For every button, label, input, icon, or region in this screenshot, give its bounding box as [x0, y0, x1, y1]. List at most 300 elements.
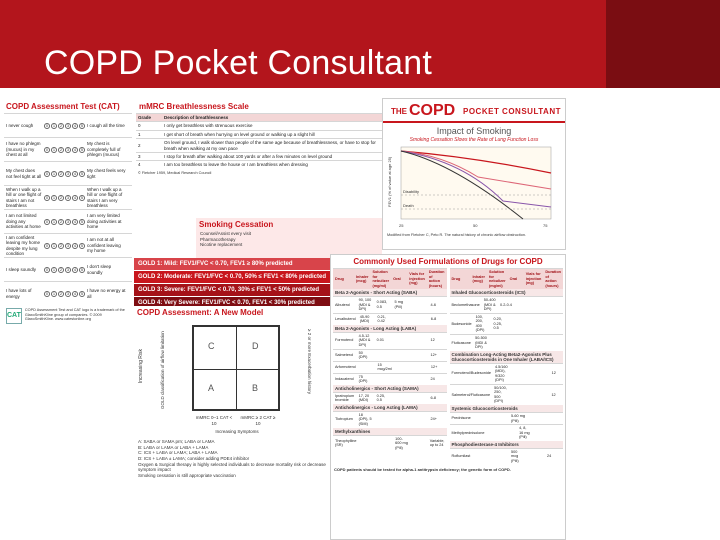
drug-cell: Salmeterol — [335, 352, 354, 357]
cat-row-right: I have no energy at all — [87, 288, 126, 299]
cover-pocket-consultant: POCKET CONSULTANT — [463, 107, 561, 116]
cat-row — [4, 137, 132, 161]
cover-subheading: Smoking Cessation Slows the Rate of Lung Function Loss — [409, 137, 539, 143]
cat-scale-circle: 3 — [65, 243, 71, 249]
drug-cell: Ipratropium bromide — [335, 393, 355, 403]
cat-row-left: When I walk up a hill or one flight of stairs I am not breathless — [6, 186, 42, 208]
cat-row-left: I never cough — [6, 122, 34, 128]
assessment-note: Smoking cessation is still appropriate vaccination — [138, 472, 236, 478]
cat-row-right: My chest feels very tight — [87, 168, 126, 179]
cat-scale-circle: 3 — [65, 195, 71, 201]
cat-scale-circle: 1 — [51, 123, 57, 129]
drug-row — [450, 384, 564, 405]
drug-cell — [536, 394, 550, 396]
cover-heading: Impact of Smoking — [436, 126, 512, 136]
drug-section-title: Methylxanthines — [333, 428, 447, 435]
gold-stage-row: GOLD 4: Very Severe: FEV1/FVC < 0.70, FEV1 < 30% predicted — [134, 297, 332, 310]
drug-cell — [509, 323, 527, 325]
cat-scale-circle: 0 — [44, 267, 50, 273]
cat-scale-circle: 4 — [72, 291, 78, 297]
drug-header-cell: Duration of action (hours) — [545, 270, 561, 288]
drug-cell — [393, 340, 411, 342]
drug-cell: 45-90 (MDI) — [359, 314, 370, 324]
gold-stage-row: GOLD 1: Mild: FEV1/FVC < 0.70, FEV1 ≥ 80% predicted — [134, 258, 332, 271]
drug-row — [450, 313, 564, 334]
cat-scale-circle: 5 — [79, 267, 85, 273]
cat-row-left: I am not limited doing any activities at home — [6, 213, 41, 230]
drug-cell: 4.5/160 (MDI), 9/320 (DPI) — [494, 364, 508, 383]
drug-header-cell: Drug — [451, 276, 461, 281]
drug-cell: 0.21, 0.42 — [377, 314, 386, 324]
banner-dark-band — [606, 0, 720, 88]
cat-row — [4, 233, 132, 257]
drug-cell — [411, 397, 429, 399]
drug-header-cell: Inhaler (mcg) — [356, 274, 369, 284]
cat-scale-circle: 0 — [44, 195, 50, 201]
cat-scale-circle: 3 — [65, 291, 71, 297]
cat-rows — [4, 113, 132, 305]
drug-cell — [393, 318, 411, 320]
cat-row-left: I have no phlegm (mucus) in my chest at all — [6, 141, 41, 158]
cat-scale — [44, 267, 85, 273]
gold-rows — [134, 258, 332, 310]
drug-cell: 0.083, 0.5 — [376, 300, 388, 309]
cat-row — [4, 257, 132, 281]
drug-cell: 4, 8, 16 mg (Pill) — [519, 426, 530, 440]
drug-cell: 50-500 (MDI & DPI) — [475, 336, 487, 350]
drug-cell: Methylprednisolone — [451, 430, 485, 435]
assessment-y-outer: Increasing Risk — [138, 349, 144, 384]
drug-section-title: Anticholinergics - Long Acting (LAMA) — [333, 404, 447, 411]
graph-tick-50: 50 — [473, 223, 478, 228]
quadrant-b: B — [252, 383, 259, 393]
drug-row — [333, 296, 447, 313]
drug-cell: Formoterol/Budesonide — [451, 371, 491, 376]
drug-cell: Formoterol — [335, 338, 354, 343]
cat-row-right: My chest is completely full of phlegm (mucus) — [87, 141, 121, 158]
drug-cell — [502, 432, 517, 434]
cat-scale-circle: 5 — [79, 171, 85, 177]
quadrant-d: D — [252, 341, 259, 351]
drugs-panel — [330, 254, 566, 540]
cat-scale-circle: 5 — [79, 291, 85, 297]
cat-scale-circle: 0 — [44, 147, 50, 153]
drug-cell — [410, 442, 427, 444]
mmrc-row — [136, 121, 382, 129]
drug-header-cell: Oral — [393, 276, 401, 281]
drug-cell: Arformoterol — [335, 364, 356, 369]
drug-cell — [527, 456, 545, 458]
drug-cell — [514, 304, 530, 306]
drug-cell: 24+ — [430, 417, 437, 422]
drug-cell: Beclomethasone — [451, 302, 480, 307]
drug-cell — [411, 340, 429, 342]
smoking-cessation-panel — [196, 218, 382, 258]
drug-cell: 5 mg (Pill) — [394, 300, 403, 309]
drug-cell: 17, 20 (MDI) — [358, 393, 370, 403]
quadrant-a: A — [208, 383, 215, 393]
drug-section-title: Systemic Glucocorticosteroids — [450, 405, 564, 412]
slide-title: COPD Pocket Consultant — [44, 44, 433, 82]
cat-row-left: I have lots of energy — [6, 288, 32, 299]
mmrc-col-desc: Description of breathlessness — [164, 115, 229, 120]
drug-cell — [527, 342, 545, 344]
cat-scale-circle: 4 — [72, 267, 78, 273]
mmrc-grade: 4 — [138, 162, 141, 168]
cat-row — [4, 185, 132, 209]
assessment-note: Oxygen & Surgical therapy in highly selected individuals to decrease mortality risk or decrease symptom impact — [138, 461, 326, 473]
drug-section-title: Beta 2-Agonists - Short Acting (SABA) — [333, 289, 447, 296]
cat-scale-circle: 4 — [72, 147, 78, 153]
cat-scale-circle: 2 — [58, 123, 64, 129]
mmrc-row — [136, 130, 382, 138]
cat-scale-circle: 2 — [58, 219, 64, 225]
cat-row — [4, 209, 132, 233]
mmrc-row — [136, 152, 382, 160]
drug-cell — [411, 354, 429, 356]
drug-header-cell: Solution for nebulizer (mg/ml) — [372, 270, 390, 288]
cat-scale — [44, 123, 85, 129]
assessment-title: COPD Assessment: A New Model — [137, 308, 264, 317]
cat-row-left: I am confident leaving my home despite my lung condition — [6, 234, 41, 256]
cat-scale-circle: 1 — [51, 291, 57, 297]
drug-cell: Salmeterol/Fluticasone — [451, 392, 491, 397]
cat-scale — [44, 171, 85, 177]
drug-header-cell: Solution for nebulizer (mg/ml) — [488, 270, 506, 288]
cat-scale — [44, 243, 85, 249]
cat-scale-circle: 2 — [58, 243, 64, 249]
gold-stage-row: GOLD 3: Severe: FEV1/FVC < 0.70, 30% ≤ FEV1 < 50% predicted — [134, 284, 332, 297]
drug-cell: Indacaterol — [335, 377, 354, 382]
assessment-note: B: LABA or LAMA or LABA + LAMA — [138, 444, 209, 450]
drug-section-title: Combination Long-Acting Beta2-Agonists Plus Glucocorticosteroids in One Inhaler (LABA/ICS) — [450, 351, 564, 363]
cat-row — [4, 161, 132, 185]
drug-cell: Prednisone — [451, 416, 471, 421]
gold-stage-row: GOLD 2: Moderate: FEV1/FVC < 0.70, 50% ≤ FEV1 < 80% predicted — [134, 271, 332, 284]
drug-cell — [548, 432, 563, 434]
drug-cell: Fluticasone — [451, 340, 471, 345]
mmrc-title: mMRC Breathlessness Scale — [139, 102, 249, 111]
drug-cell: 0.25, 0.5 — [376, 393, 386, 403]
cat-row-right: I don't sleep soundly — [87, 264, 112, 275]
cat-scale-circle: 4 — [72, 243, 78, 249]
assessment-x-axis: Increasing Symptoms — [215, 429, 259, 434]
book-cover-panel — [382, 98, 566, 250]
graph-y-label: FEV1 (% of value at age 25) — [387, 156, 392, 207]
cat-row-left: I sleep soundly — [6, 266, 37, 272]
cat-footer: COPD Assessment Test and CAT logo is a trademark of the GlaxoSmithKline group of companies. © 2009 GlaxoSmithKline. www.catestonline.org — [24, 308, 125, 322]
mmrc-grade: 2 — [138, 142, 141, 148]
cat-scale-circle: 1 — [51, 219, 57, 225]
cat-scale-circle: 0 — [44, 291, 50, 297]
drugs-header-left — [333, 268, 447, 289]
smoking-line-3: Nicotine replacement — [200, 242, 243, 248]
cat-row-right: I am very limited doing activities at home — [87, 213, 122, 230]
cat-scale-circle: 4 — [72, 171, 78, 177]
cat-scale — [44, 147, 85, 153]
drug-cell: 15 mcg/2ml — [377, 362, 392, 372]
drug-cell — [527, 323, 545, 325]
cat-scale-circle: 1 — [51, 171, 57, 177]
drug-cell — [531, 304, 547, 306]
drugs-left-column — [333, 268, 447, 464]
drug-cell — [375, 378, 393, 380]
cat-scale-circle: 1 — [51, 267, 57, 273]
smoking-line-1: Counsel/Assist every visit — [200, 231, 252, 236]
drug-row — [450, 296, 564, 313]
cat-logo: CAT — [6, 308, 22, 324]
drug-cell — [411, 304, 429, 306]
cover-header — [383, 99, 565, 123]
cat-scale-circle: 5 — [79, 123, 85, 129]
drug-cell: 12+ — [430, 364, 438, 369]
drugs-title: Commonly Used Formulations of Drugs for COPD — [353, 257, 543, 266]
drug-cell: 12+ — [430, 352, 437, 357]
drug-cell: 0.01 — [376, 338, 384, 343]
graph-annotation-death: Death — [403, 203, 414, 208]
drug-cell: Theophylline (SR) — [335, 438, 357, 448]
cat-row-right: I cough all the time — [87, 122, 125, 128]
drug-row — [333, 411, 447, 428]
drug-cell — [411, 318, 429, 320]
drug-header-cell: Duration of action (hours) — [428, 270, 445, 288]
drug-header-cell: Vials for injection (mg) — [409, 272, 425, 286]
drug-cell: 90, 100 (MDI & DPI) — [358, 298, 372, 312]
mmrc-row — [136, 138, 382, 152]
drug-cell — [393, 397, 411, 399]
drug-row — [450, 334, 564, 351]
cat-row-right: When I walk up a hill or one flight of stairs I am very breathless — [87, 186, 123, 208]
drug-cell: Roflumilast — [451, 454, 471, 459]
drug-cell — [545, 323, 563, 325]
cat-scale-circle: 4 — [72, 195, 78, 201]
mmrc-grade: 0 — [138, 123, 141, 129]
mmrc-row — [136, 160, 382, 168]
drug-row — [333, 361, 447, 373]
assessment-panel — [134, 306, 332, 540]
cat-scale-circle: 3 — [65, 147, 71, 153]
drug-row — [450, 448, 564, 465]
drug-sections-left — [333, 289, 447, 451]
drug-row — [333, 349, 447, 361]
drug-section-title: Beta 2-Agonists - Long Acting (LABA) — [333, 325, 447, 332]
cat-scale-circle: 5 — [79, 219, 85, 225]
drug-cell: 50 (DPI) — [358, 350, 368, 360]
mmrc-grade: 1 — [138, 131, 141, 137]
drug-row — [333, 392, 447, 404]
cat-scale-circle: 5 — [79, 195, 85, 201]
drug-cell — [393, 378, 411, 380]
drug-cell: Variable, up to 24 — [429, 438, 445, 448]
drug-cell — [473, 456, 491, 458]
drug-cell: Albuterol — [335, 302, 350, 307]
drug-cell — [411, 419, 429, 421]
mmrc-footer: © Fletcher 1959, Medical Research Council — [138, 170, 212, 175]
drug-section-title: Inhaled Glucocorticosteroids (ICS) — [450, 289, 564, 296]
mmrc-desc: I get short of breath when hurrying on level ground or walking up a slight hill — [164, 131, 315, 137]
drug-cell: 4.5-12 (MDI & DPI) — [358, 333, 371, 348]
cat-scale-circle: 4 — [72, 123, 78, 129]
cat-scale-circle: 1 — [51, 147, 57, 153]
drug-cell — [545, 418, 563, 420]
drug-cell — [522, 394, 536, 396]
mmrc-col-grade: Grade — [138, 115, 152, 120]
cat-scale-circle: 0 — [44, 243, 50, 249]
drug-header-cell: Inhaler (mcg) — [472, 274, 485, 284]
drug-cell — [509, 342, 527, 344]
drug-row — [333, 313, 447, 325]
drug-cell — [491, 418, 509, 420]
drug-cell: 50-400 (MDI & DPI) — [483, 298, 496, 312]
drug-cell — [486, 432, 501, 434]
pocket-card-collage — [0, 94, 568, 540]
drug-cell: 100, 200, 400 (DPI) — [475, 314, 485, 333]
cat-scale — [44, 195, 85, 201]
assessment-note: A: SABA or SAMA prn; LABA or LAMA — [138, 439, 215, 444]
drug-cell: 75 (DPI) — [358, 374, 368, 384]
drug-cell: 6-8 — [430, 396, 437, 401]
mmrc-grade: 3 — [138, 153, 141, 159]
drug-row — [333, 435, 447, 452]
drug-cell: 6-8 — [430, 317, 437, 322]
cat-scale-circle: 2 — [58, 171, 64, 177]
drugs-footer: COPD patients should be tested for alpha-1 antitrypsin deficiency; the genetic form of COPD. — [334, 467, 511, 473]
cat-scale-circle: 2 — [58, 267, 64, 273]
drug-cell: 24 — [547, 454, 552, 459]
cat-scale-circle: 5 — [79, 243, 85, 249]
drug-cell: 18 (DPI), 5 (SMI) — [358, 412, 372, 427]
assessment-y-right: ≥ 2 or more Exacerbation history — [307, 329, 312, 394]
drug-cell: 500 mcg (Pill) — [511, 449, 519, 463]
assessment-grid — [192, 325, 280, 411]
cat-scale-circle: 2 — [58, 195, 64, 201]
drug-row — [450, 363, 564, 384]
drug-cell — [411, 378, 429, 380]
drug-cell — [545, 342, 563, 344]
assessment-x-right: mMRC ≥ 2 CAT ≥ 10 — [240, 415, 276, 426]
drug-cell: Levalbuterol — [335, 317, 356, 322]
cat-scale-circle: 3 — [65, 267, 71, 273]
cat-scale — [44, 219, 85, 225]
cat-row — [4, 281, 132, 305]
drug-cell — [536, 373, 549, 375]
cat-scale-circle: 0 — [44, 123, 50, 129]
mmrc-panel — [136, 100, 382, 214]
drug-cell: 4-6 — [430, 302, 437, 307]
assessment-y-left: GOLD classification of airflow limitation — [160, 331, 165, 409]
drugs-header-right — [450, 268, 564, 289]
drug-cell: 0.20, 0.25, 0.5 — [493, 317, 502, 331]
graph-tick-75: 75 — [543, 223, 548, 228]
drug-cell: 12 — [430, 338, 435, 343]
drug-cell: Budesonide — [451, 321, 472, 326]
drug-cell — [393, 419, 411, 421]
cat-scale-circle: 2 — [58, 147, 64, 153]
grid-v-line — [236, 327, 237, 409]
assessment-x-left: mMRC 0–1 CAT < 10 — [195, 415, 233, 426]
drug-cell — [547, 304, 563, 306]
drug-header-cell: Drug — [335, 276, 344, 281]
drug-header-cell: Oral — [509, 276, 518, 281]
cat-panel — [4, 100, 132, 372]
cover-copd: COPD — [409, 102, 456, 119]
drug-cell — [527, 418, 545, 420]
drug-cell — [473, 418, 491, 420]
cat-scale-circle: 2 — [58, 291, 64, 297]
drug-cell — [393, 354, 411, 356]
drugs-right-column — [450, 268, 564, 464]
drug-cell — [532, 432, 547, 434]
drug-header-cell: Vials for injection (mg) — [525, 272, 542, 286]
mmrc-desc: I stop for breath after walking about 100 yards or after a few minutes on level ground — [164, 153, 333, 159]
drug-row — [450, 412, 564, 424]
smoking-impact-graph — [383, 143, 567, 233]
mmrc-desc: I only get breathless with strenuous exercise — [164, 123, 253, 129]
drug-cell: 0.2-0.4 — [500, 302, 512, 307]
assessment-note: C: ICS + LABA or LAMA; LABA + LAMA — [138, 450, 218, 456]
cat-scale-circle: 3 — [65, 171, 71, 177]
cat-title: COPD Assessment Test (CAT) — [6, 102, 120, 111]
mmrc-desc: On level ground, I walk slower than people of the same age because of breathlessness, or have to stop for breath when walking at my own pace — [164, 140, 376, 151]
drug-cell — [491, 456, 509, 458]
cat-scale-circle: 1 — [51, 195, 57, 201]
drug-cell: 12 — [551, 392, 556, 397]
cat-scale-circle: 0 — [44, 171, 50, 177]
smoking-title: Smoking Cessation — [199, 220, 274, 229]
drug-cell — [509, 394, 523, 396]
cat-scale-circle: 4 — [72, 219, 78, 225]
drug-row — [333, 332, 447, 349]
cover-credit: Modified from Fletcher C, Peto R. The natural history of chronic airflow obstruction. — [387, 233, 526, 237]
assessment-note: D: ICS + LABA ± LAMA; consider adding PDE4 inhibitor — [138, 455, 250, 461]
drug-cell — [375, 419, 393, 421]
mmrc-desc: I am too breathless to leave the house or I am breathless when dressing — [164, 162, 308, 168]
quadrant-c: C — [208, 341, 215, 351]
cat-scale-circle: 3 — [65, 219, 71, 225]
assessment-notes — [134, 437, 332, 480]
drug-cell: Tiotropium — [335, 417, 353, 422]
drug-row — [333, 373, 447, 385]
slide-banner — [0, 0, 720, 96]
drug-cell: 5-60 mg (Pill) — [511, 414, 525, 423]
drug-section-title: Phosphodiesterase-4 Inhibitors — [450, 441, 564, 448]
smoking-line-2: Pharmacotherapy — [200, 236, 236, 242]
drug-row — [450, 424, 564, 441]
drug-cell — [375, 354, 393, 356]
mmrc-rows — [136, 121, 382, 168]
cat-scale — [44, 291, 85, 297]
cat-row-right: I am not at all confident leaving my home — [87, 237, 121, 254]
cat-row — [4, 113, 132, 137]
drug-cell — [358, 366, 376, 368]
cat-scale-circle: 5 — [79, 147, 85, 153]
graph-tick-25: 25 — [399, 223, 404, 228]
drug-cell — [411, 366, 429, 368]
drug-cell — [523, 373, 536, 375]
drug-cell — [510, 373, 523, 375]
cat-scale-circle: 1 — [51, 243, 57, 249]
drug-cell: 100-600 mg (Pill) — [395, 436, 408, 450]
drug-cell: 24 — [430, 377, 435, 382]
drug-section-title: Anticholinergics - Short Acting (SAMA) — [333, 385, 447, 392]
graph-annotation-disability: Disability — [403, 189, 420, 194]
cat-row-left: My chest does not feel tight at all — [6, 168, 42, 179]
drug-cell — [491, 342, 509, 344]
drug-sections-right — [450, 289, 564, 464]
drug-cell — [359, 442, 376, 444]
cat-scale-circle: 0 — [44, 219, 50, 225]
drug-cell — [394, 366, 412, 368]
